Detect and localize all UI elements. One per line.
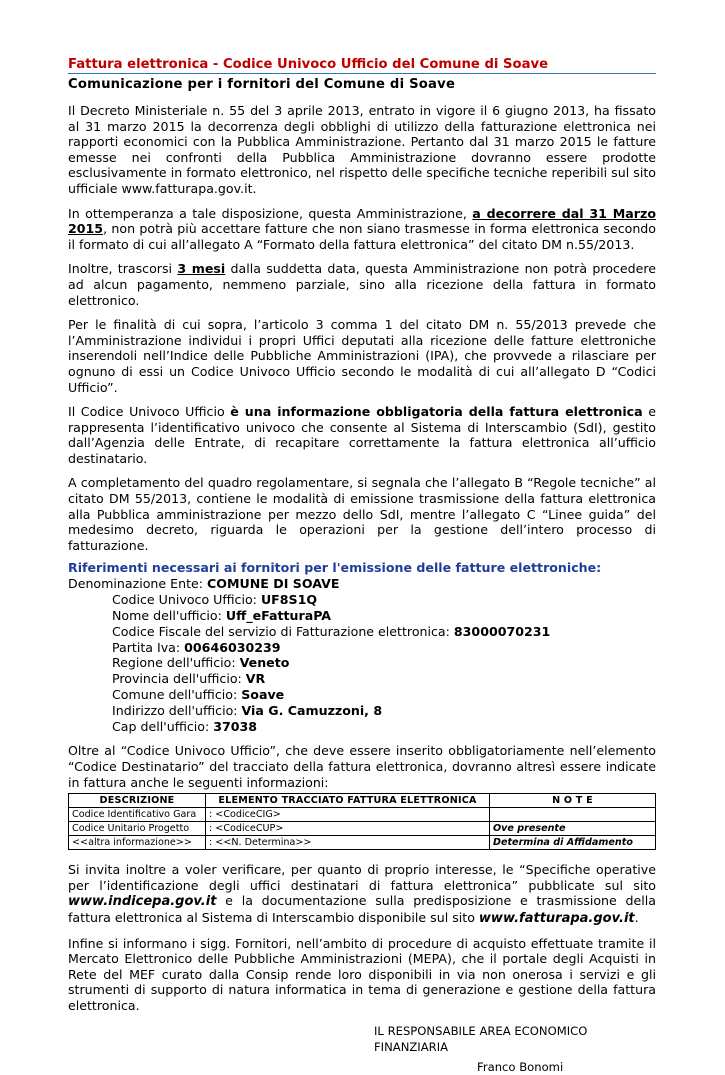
paragraph-oltre: Oltre al “Codice Univoco Ufficio”, che deve essere inserito obbligatoriamente nell’elemento “Codice Destinatario” del tracciato della fattura elettronica, dovranno altresì essere indicate in fattura anche le seguenti informazioni: <box>68 743 656 790</box>
signature-block <box>68 1023 656 1075</box>
reference-item <box>112 640 656 656</box>
reference-value: UF8S1Q <box>260 592 318 608</box>
reference-item <box>112 624 656 640</box>
paragraph-text: Si invita inoltre a voler verificare, per quanto di proprio interesse, le “Specifiche operative per l’identificazione degli uffici destinatari di fattura elettronica” pubblicate sul sito <box>68 862 656 893</box>
table-cell: : <<N. Determina>> <box>206 836 490 850</box>
paragraph-text: e rappresenta l’identificativo univoco che consente al Sistema di Interscambio (SdI), gestito dall’Agenzia delle Entrate, di recapitare correttamente la fattura elettronica all’ufficio destinatario. <box>68 404 656 466</box>
reference-item <box>112 608 656 624</box>
reference-label: Provincia dell'ufficio: <box>112 671 246 687</box>
paragraph-text: Il Codice Univoco Ufficio <box>68 404 231 420</box>
column-header-note: N O T E <box>490 794 656 808</box>
document-title: Fattura elettronica - Codice Univoco Ufficio del Comune di Soave <box>68 57 549 72</box>
table-cell: : <CodiceCUP> <box>206 822 490 836</box>
references-list <box>112 592 656 734</box>
reference-label: Codice Fiscale del servizio di Fatturazione elettronica: <box>112 623 454 639</box>
reference-value: 00646030239 <box>184 639 281 655</box>
deadline-highlight: a decorrere dal 31 Marzo 2015 <box>68 205 656 237</box>
paragraph-text: dalla suddetta data, questa Amministrazione non potrà procedere ad alcun pagamento, nemmeno parziale, sino alla ricezione della fattura in formato elettronico. <box>68 261 656 308</box>
reference-item <box>112 703 656 719</box>
paragraph-trascorsi <box>68 261 656 308</box>
document-page <box>68 56 656 1075</box>
paragraph-ottemperanza <box>68 206 656 253</box>
reference-label: Cap dell'ufficio: <box>112 718 214 734</box>
reference-item <box>112 671 656 687</box>
paragraph-decreto: Il Decreto Ministeriale n. 55 del 3 aprile 2013, entrato in vigore il 6 giugno 2013, ha fissato al 31 marzo 2015 la decorrenza degli obblighi di utilizzo della fatturazione elettronica nei rapporti economici con la Pubblica Amministrazione. Pertanto dal 31 marzo 2015 le fatture emesse nei confronti della Pubblica Amministrazione dovranno essere prodotte esclusivamente in formato elettronico, nel rispetto delle specifiche tecniche reperibili sul sito ufficiale www.fatturapa.gov.it. <box>68 103 656 196</box>
ente-label: Denominazione Ente: <box>68 576 208 592</box>
reference-label: Partita Iva: <box>112 639 185 655</box>
column-header-elemento: ELEMENTO TRACCIATO FATTURA ELETTRONICA <box>206 794 490 808</box>
reference-value: Uff_eFatturaPA <box>225 608 332 624</box>
ente-value: COMUNE DI SOAVE <box>207 576 340 592</box>
reference-value: Veneto <box>239 655 290 671</box>
paragraph-finalita: Per le finalità di cui sopra, l’articolo 3 comma 1 del citato DM n. 55/2013 prevede che l’Amministrazione individui i propri Uffici deputati alla ricezione delle fatture elettroniche inserendoli nell’Indice delle Pubbliche Amministrazioni (IPA), che provvede a rilasciare per ognuno di essi un Codice Univoco Ufficio secondo le modalità di cui all’allegato D “Codici Ufficio”. <box>68 317 656 395</box>
table-row <box>69 808 656 822</box>
reference-value: Via G. Camuzzoni, 8 <box>241 702 383 718</box>
paragraph-text: e la documentazione sulla predisposizione e trasmissione della fattura elettronica al Sistema di Interscambio disponibile sul sito <box>68 893 656 925</box>
indicepa-link[interactable]: www.indicepa.gov.it <box>68 894 217 910</box>
paragraph-text: Inoltre, trascorsi <box>68 261 178 277</box>
reference-item <box>112 655 656 671</box>
paragraph-text: In ottemperanza a tale disposizione, questa Amministrazione, <box>68 205 473 221</box>
table-cell: Ove presente <box>490 822 656 836</box>
paragraph-verifica <box>68 862 656 926</box>
reference-label: Nome dell'ufficio: <box>112 608 226 624</box>
reference-label: Indirizzo dell'ufficio: <box>112 702 242 718</box>
info-table <box>68 793 656 850</box>
table-header-row <box>69 794 656 808</box>
title-rule <box>68 73 656 74</box>
reference-label: Regione dell'ufficio: <box>112 655 240 671</box>
reference-value: 83000070231 <box>453 623 551 639</box>
table-cell: Codice Unitario Progetto <box>69 822 206 836</box>
table-cell: Determina di Affidamento <box>490 836 656 850</box>
reference-item <box>112 719 656 735</box>
reference-label: Comune dell'ufficio: <box>112 687 242 703</box>
reference-item <box>112 687 656 703</box>
table-cell: : <CodiceCIG> <box>206 808 490 822</box>
reference-value: VR <box>245 671 266 687</box>
references-heading: Riferimenti necessari ai fornitori per l'emissione delle fatture elettroniche: <box>68 560 602 576</box>
ente-line <box>68 576 656 592</box>
signature-name: Franco Bonomi <box>477 1059 564 1074</box>
paragraph-mepa: Infine si informano i sigg. Fornitori, nell’ambito di procedure di acquisto effettuate tramite il Mercato Elettronico delle Pubbliche Amministrazioni (MEPA), che il portale degli Acquisti in Rete del MEF curato dalla Consip rende loro disponibili in via non onerosa i servizi e gli strumenti di supporto di natura informatica in tema di generazione e gestione della fattura elettronica. <box>68 935 656 1013</box>
signature-role: IL RESPONSABILE AREA ECONOMICO FINANZIARIA <box>374 1023 588 1054</box>
table-cell <box>490 808 656 822</box>
table-cell: Codice Identificativo Gara <box>69 808 206 822</box>
reference-value: 37038 <box>213 718 258 734</box>
obligatory-highlight: è una informazione obbligatoria della fattura elettronica <box>230 404 643 420</box>
paragraph-quadro-regolamentare: A completamento del quadro regolamentare, si segnala che l’allegato B “Regole tecniche” al citato DM 55/2013, contiene le modalità di emissione trasmissione della fattura elettronica alla Pubblica amministrazione per mezzo dello SdI, mentre l’allegato C “Linee guida” del medesimo decreto, riguarda le operazioni per la gestione dell’intero processo di fatturazione. <box>68 475 656 553</box>
paragraph-text: , non potrà più accettare fatture che non siano trasmesse in forma elettronica secondo il formato di cui all’allegato A “Formato della fattura elettronica” del citato DM n.55/2013. <box>68 221 656 252</box>
months-highlight: 3 mesi <box>177 261 226 277</box>
reference-item <box>112 592 656 608</box>
table-row <box>69 836 656 850</box>
reference-value: Soave <box>241 687 285 703</box>
table-cell: <<altra informazione>> <box>69 836 206 850</box>
table-row <box>69 822 656 836</box>
fatturapa-link[interactable]: www.fatturapa.gov.it <box>478 910 635 926</box>
column-header-descrizione: DESCRIZIONE <box>69 794 206 808</box>
document-subtitle: Comunicazione per i fornitori del Comune di Soave <box>68 77 456 92</box>
paragraph-text: . <box>634 909 639 925</box>
reference-label: Codice Univoco Ufficio: <box>112 592 261 608</box>
paragraph-codice-univoco <box>68 404 656 466</box>
